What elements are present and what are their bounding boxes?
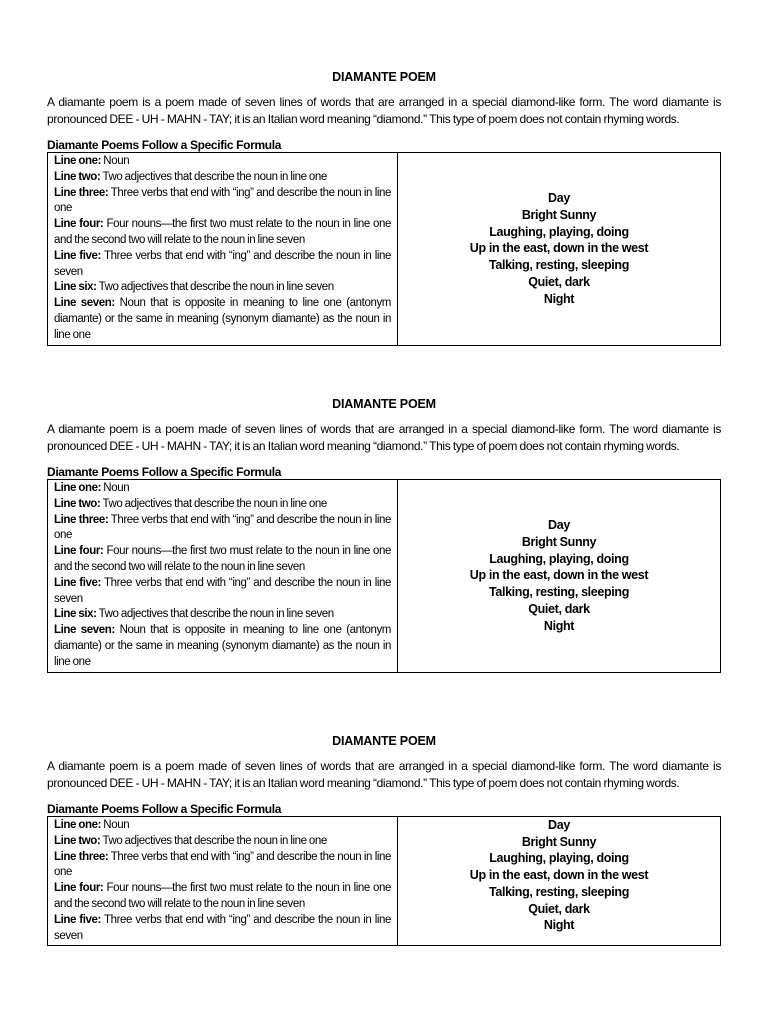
section-title: DIAMANTE POEM <box>332 70 436 84</box>
intro-paragraph: A diamante poem is a poem made of seven lines of words that are arranged in a special diamond-like form. The word diamante is pronounced DEE - UH - MAHN - TAY; it is an Italian word meaning “diamond.” This type of poem does not contain rhyming words. <box>47 422 721 453</box>
rule-label: Line seven: <box>54 624 115 637</box>
rule-text: Noun <box>101 819 130 831</box>
poem-cell <box>398 817 721 946</box>
rule-text: Three verbs that end with “ing” and describe the noun in line seven <box>54 249 391 278</box>
rule-text: Two adjectives that describe the noun in line one <box>100 497 327 510</box>
rule-text: Noun <box>101 155 130 167</box>
poem-line: Quiet, dark <box>528 274 590 289</box>
rule-line-two <box>54 170 391 186</box>
rule-label: Line one: <box>54 819 102 831</box>
rule-text: Four nouns—the first two must relate to the noun in line one and the second two will relate to the noun in line seven <box>54 545 391 573</box>
rule-text: Three verbs that end with “ing” and describe the noun in line seven <box>54 913 391 942</box>
formula-table <box>47 479 721 673</box>
rule-line-one <box>54 481 391 497</box>
poem-cell <box>398 480 721 673</box>
rule-line-three <box>54 513 391 545</box>
rule-label: Line one: <box>54 482 102 494</box>
rule-line-two <box>54 834 391 850</box>
rules-cell <box>48 817 398 946</box>
rule-text: Three verbs that end with “ing” and describe the noun in line seven <box>54 576 391 605</box>
rule-text: Three verbs that end with “ing” and describe the noun in line one <box>54 186 391 215</box>
poem-line: Up in the east, down in the west <box>469 568 649 583</box>
rule-text: Two adjectives that describe the noun in line one <box>100 834 327 847</box>
diamante-section-1 <box>47 69 721 346</box>
rule-line-five <box>54 576 391 608</box>
rules-cell <box>48 153 398 346</box>
rule-line-five <box>54 913 391 945</box>
rule-text: Two adjectives that describe the noun in line seven <box>96 281 334 294</box>
rule-label: Line four: <box>54 545 104 558</box>
section-title: DIAMANTE POEM <box>332 734 436 748</box>
poem-line: Night <box>543 291 575 306</box>
rule-label: Line five: <box>54 576 101 589</box>
rule-label: Line three: <box>54 850 109 863</box>
poem-line: Laughing, playing, doing <box>489 551 629 566</box>
rule-line-one <box>54 818 391 834</box>
rule-line-four <box>54 217 391 249</box>
rule-text: Noun <box>101 482 130 494</box>
rule-label: Line two: <box>54 497 101 510</box>
rule-label: Line five: <box>54 249 101 262</box>
diamante-section-3 <box>47 733 721 946</box>
rule-line-four <box>54 881 391 913</box>
rule-label: Line three: <box>54 186 109 199</box>
rule-text: Noun that is opposite in meaning to line one (antonym diamante) or the same in meaning (synonym diamante) as the noun in line one <box>54 624 391 668</box>
section-title: DIAMANTE POEM <box>332 397 436 411</box>
formula-heading: Diamante Poems Follow a Specific Formula <box>47 138 282 152</box>
intro-paragraph: A diamante poem is a poem made of seven lines of words that are arranged in a special diamond-like form. The word diamante is pronounced DEE - UH - MAHN - TAY; it is an Italian word meaning “diamond.” This type of poem does not contain rhyming words. <box>47 759 721 790</box>
rule-label: Line four: <box>54 218 104 231</box>
formula-heading: Diamante Poems Follow a Specific Formula <box>47 465 282 479</box>
poem-line: Day <box>548 818 570 832</box>
rule-text: Two adjectives that describe the noun in line seven <box>96 608 334 621</box>
rule-line-four <box>54 544 391 576</box>
poem-line: Bright Sunny <box>521 535 597 550</box>
rule-text: Four nouns—the first two must relate to the noun in line one and the second two will relate to the noun in line seven <box>54 882 391 910</box>
rule-text: Two adjectives that describe the noun in line one <box>100 170 327 183</box>
rule-line-two <box>54 497 391 513</box>
rule-text: Three verbs that end with “ing” and describe the noun in line one <box>54 850 391 879</box>
rule-line-one <box>54 154 391 170</box>
rule-label: Line seven: <box>54 297 115 310</box>
formula-table <box>47 152 721 346</box>
poem-line: Talking, resting, sleeping <box>488 884 629 899</box>
rule-label: Line two: <box>54 834 101 847</box>
rule-label: Line three: <box>54 513 109 526</box>
poem-line: Bright Sunny <box>521 208 597 223</box>
poem-line: Quiet, dark <box>528 901 590 916</box>
poem-line: Talking, resting, sleeping <box>488 585 629 600</box>
rule-line-six <box>54 607 391 623</box>
rule-line-six <box>54 280 391 296</box>
rules-cell <box>48 480 398 673</box>
rule-label: Line one: <box>54 155 102 167</box>
rule-label: Line four: <box>54 882 104 895</box>
rule-line-seven <box>54 623 391 670</box>
poem-line: Bright Sunny <box>521 834 597 849</box>
poem-line: Laughing, playing, doing <box>489 224 629 239</box>
rule-text: Noun that is opposite in meaning to line one (antonym diamante) or the same in meaning (synonym diamante) as the noun in line one <box>54 297 391 341</box>
poem-line: Day <box>548 191 570 206</box>
formula-heading: Diamante Poems Follow a Specific Formula <box>47 802 282 816</box>
poem-line: Up in the east, down in the west <box>469 868 649 883</box>
rule-text: Three verbs that end with “ing” and describe the noun in line one <box>54 513 391 542</box>
rule-line-seven <box>54 296 391 343</box>
rule-line-five <box>54 249 391 281</box>
poem-line: Laughing, playing, doing <box>489 851 629 866</box>
formula-table <box>47 816 721 946</box>
poem-cell <box>398 153 721 346</box>
diamante-section-2 <box>47 396 721 673</box>
rule-label: Line two: <box>54 170 101 183</box>
rule-line-three <box>54 186 391 218</box>
poem-line: Night <box>543 618 575 633</box>
poem-line: Day <box>548 518 570 533</box>
poem-line: Up in the east, down in the west <box>469 241 649 256</box>
rule-label: Line six: <box>54 608 97 621</box>
poem-line: Quiet, dark <box>528 601 590 616</box>
rule-line-three <box>54 850 391 882</box>
rule-text: Four nouns—the first two must relate to the noun in line one and the second two will relate to the noun in line seven <box>54 218 391 246</box>
rule-label: Line five: <box>54 913 101 926</box>
poem-line: Talking, resting, sleeping <box>488 258 629 273</box>
intro-paragraph: A diamante poem is a poem made of seven lines of words that are arranged in a special diamond-like form. The word diamante is pronounced DEE - UH - MAHN - TAY; it is an Italian word meaning “diamond.” This type of poem does not contain rhyming words. <box>47 95 721 126</box>
poem-line: Night <box>543 918 575 933</box>
rule-label: Line six: <box>54 281 97 294</box>
